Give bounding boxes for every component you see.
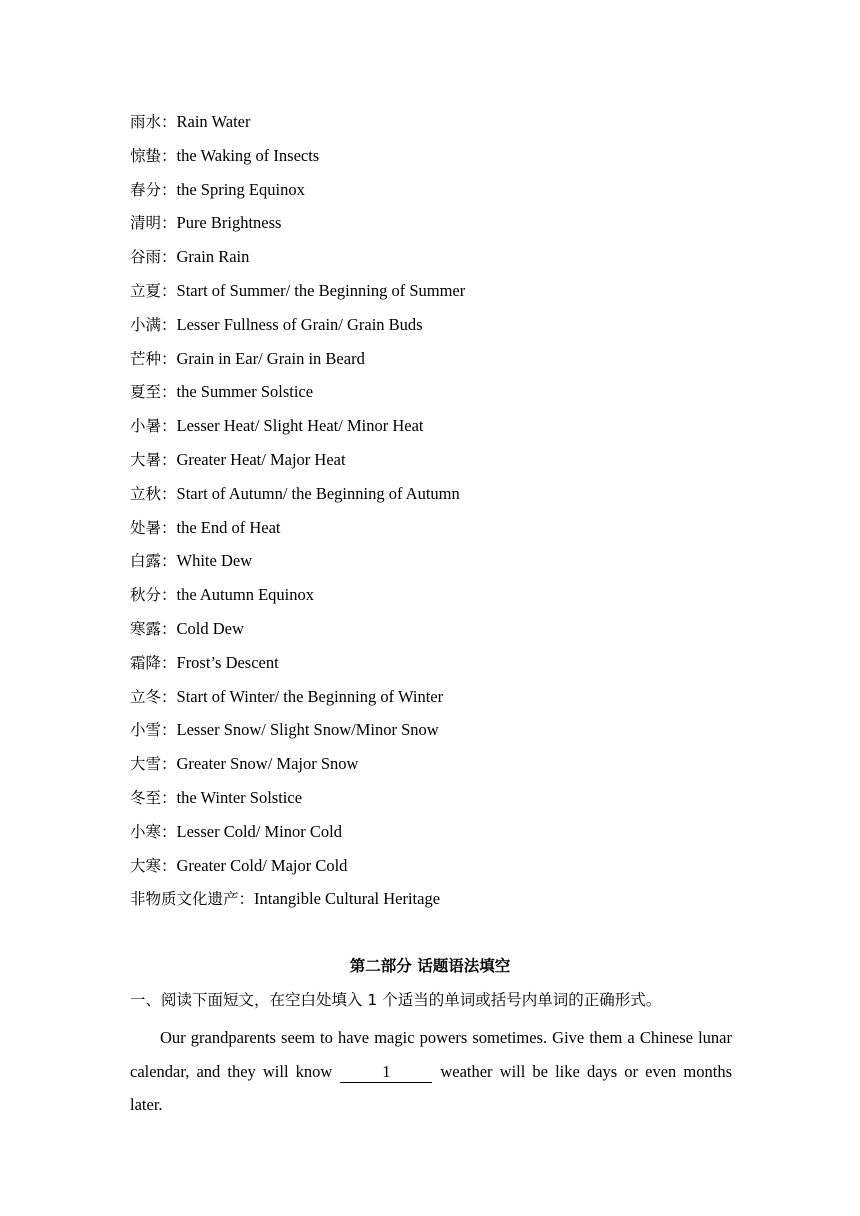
term-row [130, 784, 740, 818]
term-english: Lesser Snow/ Slight Snow/Minor Snow [176, 720, 439, 740]
term-chinese: 谷雨： [130, 248, 177, 267]
term-english: Grain Rain [176, 247, 250, 267]
term-row [130, 852, 740, 886]
term-row [130, 750, 740, 784]
term-chinese: 大暑： [130, 450, 177, 469]
term-row [130, 378, 740, 412]
term-chinese: 小暑： [130, 417, 177, 436]
term-english: Grain in Ear/ Grain in Beard [176, 348, 365, 368]
term-row [130, 209, 740, 243]
term-english: Greater Cold/ Major Cold [176, 855, 348, 875]
term-english: the Waking of Insects [176, 145, 320, 165]
term-row [130, 277, 740, 311]
term-chinese: 立冬： [130, 687, 177, 706]
term-chinese: 小雪： [130, 721, 177, 740]
term-english: Start of Winter/ the Beginning of Winter [176, 686, 444, 706]
term-chinese: 处暑： [130, 518, 177, 537]
term-chinese: 小满： [130, 315, 177, 334]
exercise-instruction: 一、阅读下面短文，在空白处填入 1 个适当的单词或括号内单词的正确形式。 [130, 991, 662, 1009]
term-english: Lesser Cold/ Minor Cold [176, 821, 342, 841]
term-row [130, 176, 740, 210]
term-row [130, 547, 740, 581]
term-chinese: 非物质文化遗产： [130, 890, 255, 909]
term-row [130, 446, 740, 480]
term-chinese: 霜降： [130, 653, 177, 672]
term-chinese: 清明： [130, 214, 177, 233]
section-title: 第二部分 话题语法填空 [349, 957, 511, 975]
term-row [130, 108, 740, 142]
term-chinese: 大雪： [130, 755, 177, 774]
passage-text-after: weather will be like days or even months later. [130, 1061, 732, 1114]
term-english: the Spring Equinox [176, 179, 305, 199]
term-english: Lesser Fullness of Grain/ Grain Buds [176, 314, 423, 334]
term-row [130, 243, 740, 277]
term-chinese: 大寒： [130, 856, 177, 875]
passage-text-before: Our grandparents seem to have magic powers sometimes. Give them a Chinese lunar calendar, and they will know [130, 1028, 732, 1081]
term-chinese: 惊蛰： [130, 146, 177, 165]
term-english: the Summer Solstice [176, 382, 314, 402]
term-chinese: 春分： [130, 180, 177, 199]
term-chinese: 小寒： [130, 822, 177, 841]
term-chinese: 冬至： [130, 788, 177, 807]
term-english: Intangible Cultural Heritage [254, 889, 441, 909]
term-english: Cold Dew [176, 618, 244, 638]
term-chinese: 白露： [130, 552, 177, 571]
term-row [130, 412, 740, 446]
term-english: White Dew [176, 551, 253, 571]
solar-terms-list [130, 108, 740, 919]
term-row [130, 885, 740, 919]
term-row [130, 581, 740, 615]
term-row [130, 345, 740, 379]
term-english: Rain Water [176, 112, 251, 131]
term-english: the Autumn Equinox [176, 585, 315, 605]
term-chinese: 立夏： [130, 281, 177, 300]
term-row [130, 514, 740, 548]
term-chinese: 夏至： [130, 383, 177, 402]
term-chinese: 秋分： [130, 586, 177, 605]
term-english: Pure Brightness [176, 213, 282, 233]
term-row [130, 818, 740, 852]
term-row [130, 142, 740, 176]
term-row [130, 716, 740, 750]
answer-blank-1[interactable]: 1 [340, 1062, 432, 1083]
term-row [130, 683, 740, 717]
term-row [130, 615, 740, 649]
term-row [130, 480, 740, 514]
term-row [130, 311, 740, 345]
term-english: Lesser Heat/ Slight Heat/ Minor Heat [176, 416, 424, 436]
term-chinese: 雨水： [130, 113, 177, 131]
term-english: the End of Heat [176, 517, 281, 537]
term-chinese: 寒露： [130, 619, 177, 638]
term-english: Frost’s Descent [176, 652, 279, 672]
term-english: Start of Autumn/ the Beginning of Autumn [176, 483, 460, 503]
term-english: Start of Summer/ the Beginning of Summer [176, 280, 466, 300]
reading-passage [130, 1021, 732, 1122]
term-row [130, 649, 740, 683]
term-chinese: 芒种： [130, 349, 177, 368]
term-english: Greater Snow/ Major Snow [176, 754, 359, 774]
term-english: the Winter Solstice [176, 787, 303, 807]
term-english: Greater Heat/ Major Heat [176, 449, 346, 469]
term-chinese: 立秋： [130, 484, 177, 503]
